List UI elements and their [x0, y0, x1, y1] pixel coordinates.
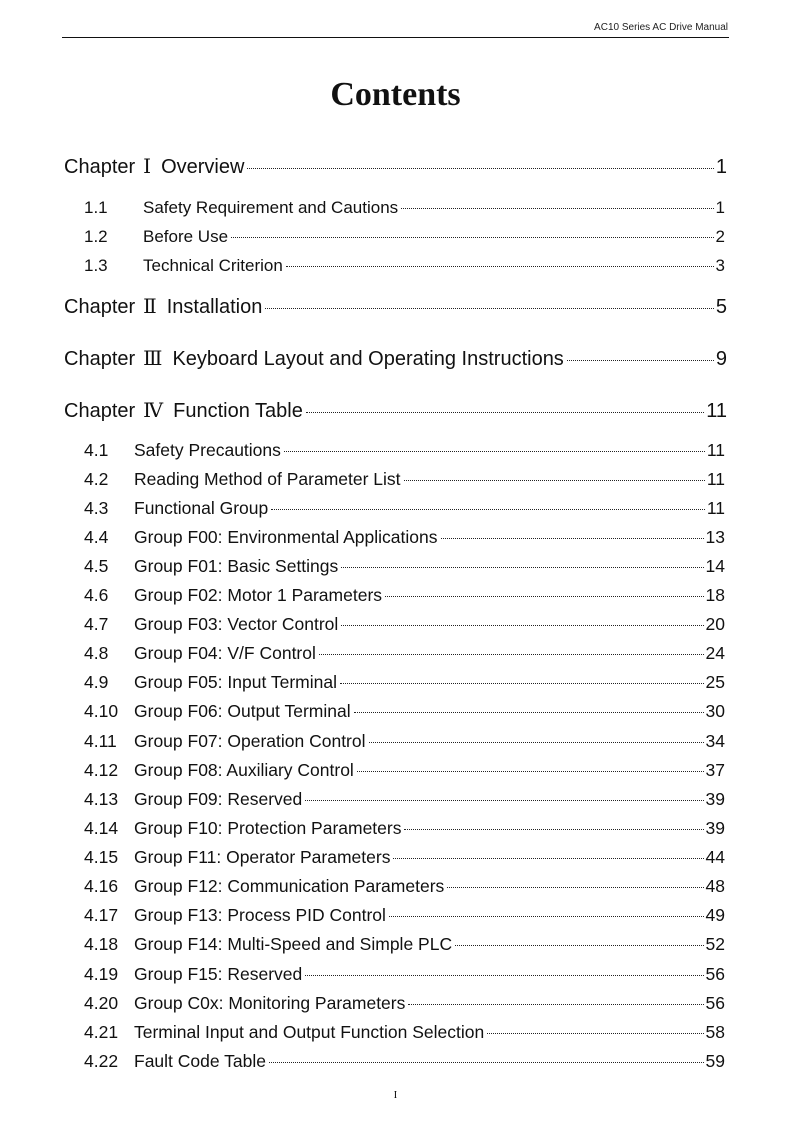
page-number: 1	[715, 156, 727, 178]
toc-chapter-3[interactable]	[64, 346, 727, 371]
chapter-title: Keyboard Layout and Operating Instructions	[172, 348, 564, 370]
section-number: 1.3	[84, 256, 108, 275]
page-number: 3	[715, 256, 725, 275]
section-title: Fault Code Table	[134, 1051, 266, 1071]
section-number: 4.5	[84, 556, 109, 576]
dot-leader	[441, 538, 704, 539]
toc-entry-4-13[interactable]	[84, 789, 725, 810]
chapter-word: Chapter	[64, 348, 136, 370]
toc-entry-4-6[interactable]	[84, 585, 725, 606]
toc-entry-4-16[interactable]	[84, 876, 725, 897]
section-title: Group F07: Operation Control	[134, 731, 366, 751]
section-title: Group F00: Environmental Applications	[134, 527, 438, 547]
chapter-numeral: Ⅱ	[143, 296, 157, 318]
toc-entry-4-19[interactable]	[84, 964, 725, 985]
section-title: Group F08: Auxiliary Control	[134, 760, 354, 780]
dot-leader	[357, 771, 704, 772]
page-number: 34	[705, 731, 725, 751]
dot-leader	[389, 916, 704, 917]
footer-page-number: I	[393, 1089, 398, 1101]
section-title: Terminal Input and Output Function Selection	[134, 1022, 485, 1042]
toc-entry-1-1[interactable]	[84, 198, 725, 218]
section-title: Group F05: Input Terminal	[134, 672, 337, 692]
section-title: Group C0x: Monitoring Parameters	[134, 993, 406, 1013]
section-number: 4.15	[84, 847, 119, 867]
toc-entry-4-21[interactable]	[84, 1022, 725, 1043]
page-number: 13	[705, 527, 725, 547]
dot-leader	[567, 360, 714, 361]
section-title: Group F13: Process PID Control	[134, 905, 386, 925]
running-header: AC10 Series AC Drive Manual	[594, 22, 728, 33]
chapter-numeral: Ⅳ	[143, 400, 164, 422]
page-number: 52	[705, 934, 725, 954]
toc-entry-4-11[interactable]	[84, 731, 725, 752]
section-number: 4.18	[84, 934, 119, 954]
dot-leader	[247, 168, 713, 169]
dot-leader	[408, 1004, 703, 1005]
page-number: 25	[705, 672, 725, 692]
section-title: Functional Group	[134, 498, 269, 518]
page-number: 11	[706, 469, 725, 489]
dot-leader	[369, 742, 704, 743]
section-title: Group F09: Reserved	[134, 789, 303, 809]
dot-leader	[286, 266, 714, 267]
section-title: Technical Criterion	[143, 256, 283, 275]
toc-entry-4-20[interactable]	[84, 993, 725, 1014]
chapter-title: Installation	[166, 296, 263, 318]
toc-entry-4-2[interactable]	[84, 469, 725, 490]
toc-entry-4-5[interactable]	[84, 556, 725, 577]
chapter-word: Chapter	[64, 400, 136, 422]
section-title: Group F06: Output Terminal	[134, 701, 351, 721]
chapter-numeral: Ⅲ	[143, 348, 163, 370]
section-number: 4.14	[84, 818, 119, 838]
toc-entry-4-7[interactable]	[84, 614, 725, 635]
section-title: Group F10: Protection Parameters	[134, 818, 402, 838]
dot-leader	[284, 451, 705, 452]
section-title: Group F12: Communication Parameters	[134, 876, 445, 896]
chapter-numeral: Ⅰ	[143, 156, 152, 178]
section-number: 4.20	[84, 993, 119, 1013]
page-number: 49	[705, 905, 725, 925]
section-number: 4.7	[84, 614, 109, 634]
page-number: 24	[705, 643, 725, 663]
section-title: Safety Requirement and Cautions	[143, 198, 399, 217]
section-title: Before Use	[143, 227, 229, 246]
page-number: 11	[706, 400, 727, 422]
section-number: 4.17	[84, 905, 119, 925]
dot-leader	[231, 237, 713, 238]
dot-leader	[455, 945, 703, 946]
toc-entry-4-8[interactable]	[84, 643, 725, 664]
chapter-word: Chapter	[64, 156, 136, 178]
section-number: 4.22	[84, 1051, 119, 1071]
dot-leader	[447, 887, 703, 888]
dot-leader	[305, 975, 703, 976]
toc-entry-4-4[interactable]	[84, 527, 725, 548]
toc-entry-4-3[interactable]	[84, 498, 725, 519]
header-rule	[62, 37, 729, 38]
chapter-title: Function Table	[173, 400, 303, 422]
section-number: 4.11	[84, 731, 117, 751]
dot-leader	[401, 208, 713, 209]
chapter-title: Overview	[161, 156, 245, 178]
toc-entry-4-15[interactable]	[84, 847, 725, 868]
toc-chapter-4[interactable]	[64, 398, 727, 423]
section-title: Group F04: V/F Control	[134, 643, 316, 663]
toc-chapter-2[interactable]	[64, 294, 727, 319]
chapter-word: Chapter	[64, 296, 136, 318]
page-title: Contents	[330, 76, 461, 113]
section-number: 4.4	[84, 527, 109, 547]
dot-leader	[393, 858, 703, 859]
section-number: 4.10	[84, 701, 119, 721]
toc-entry-4-12[interactable]	[84, 760, 725, 781]
page-number: 39	[705, 818, 725, 838]
section-title: Reading Method of Parameter List	[134, 469, 401, 489]
page-number: 48	[705, 876, 725, 896]
section-number: 4.6	[84, 585, 109, 605]
page-number: 59	[705, 1051, 725, 1071]
toc-entry-1-3[interactable]	[84, 256, 725, 276]
toc-entry-4-9[interactable]	[84, 672, 725, 693]
section-number: 4.8	[84, 643, 109, 663]
dot-leader	[354, 712, 704, 713]
section-title: Group F01: Basic Settings	[134, 556, 339, 576]
page-number: 2	[715, 227, 725, 246]
dot-leader	[269, 1062, 704, 1063]
toc-entry-1-2[interactable]	[84, 227, 725, 247]
page-number: 58	[705, 1022, 725, 1042]
dot-leader	[341, 567, 703, 568]
toc-chapter-1[interactable]	[64, 154, 727, 179]
page-number: 56	[705, 964, 725, 984]
dot-leader	[404, 480, 705, 481]
section-title: Group F14: Multi-Speed and Simple PLC	[134, 934, 453, 954]
section-title: Group F02: Motor 1 Parameters	[134, 585, 383, 605]
dot-leader	[265, 308, 714, 309]
toc-entry-4-18[interactable]	[84, 934, 725, 955]
page-number: 56	[705, 993, 725, 1013]
toc-entry-4-1[interactable]	[84, 440, 725, 461]
section-number: 4.9	[84, 672, 109, 692]
dot-leader	[271, 509, 705, 510]
dot-leader	[341, 625, 703, 626]
page-number: 30	[705, 701, 725, 721]
page-number: 11	[706, 498, 725, 518]
section-title: Safety Precautions	[134, 440, 281, 460]
section-number: 1.2	[84, 227, 108, 246]
toc-entry-4-17[interactable]	[84, 905, 725, 926]
section-number: 4.19	[84, 964, 119, 984]
dot-leader	[487, 1033, 703, 1034]
page-number: 37	[705, 760, 725, 780]
dot-leader	[404, 829, 703, 830]
dot-leader	[385, 596, 704, 597]
section-number: 1.1	[84, 198, 108, 217]
dot-leader	[306, 412, 704, 413]
section-number: 4.21	[84, 1022, 119, 1042]
page-number: 39	[705, 789, 725, 809]
section-number: 4.12	[84, 760, 119, 780]
page-number: 9	[715, 348, 727, 370]
toc-entry-4-14[interactable]	[84, 818, 725, 839]
section-title: Group F11: Operator Parameters	[134, 847, 391, 867]
section-number: 4.16	[84, 876, 119, 896]
page-number: 44	[705, 847, 725, 867]
section-number: 4.2	[84, 469, 109, 489]
page-number: 20	[705, 614, 725, 634]
toc-entry-4-22[interactable]	[84, 1051, 725, 1072]
dot-leader	[340, 683, 704, 684]
page-number: 14	[705, 556, 725, 576]
section-number: 4.3	[84, 498, 109, 518]
section-title: Group F03: Vector Control	[134, 614, 339, 634]
page-number: 5	[715, 296, 727, 318]
section-number: 4.13	[84, 789, 119, 809]
page-number: 18	[705, 585, 725, 605]
dot-leader	[305, 800, 703, 801]
section-number: 4.1	[84, 440, 109, 460]
toc-entry-4-10[interactable]	[84, 701, 725, 722]
dot-leader	[319, 654, 704, 655]
page-number: 11	[706, 440, 725, 460]
section-title: Group F15: Reserved	[134, 964, 303, 984]
page-number: 1	[715, 198, 725, 217]
